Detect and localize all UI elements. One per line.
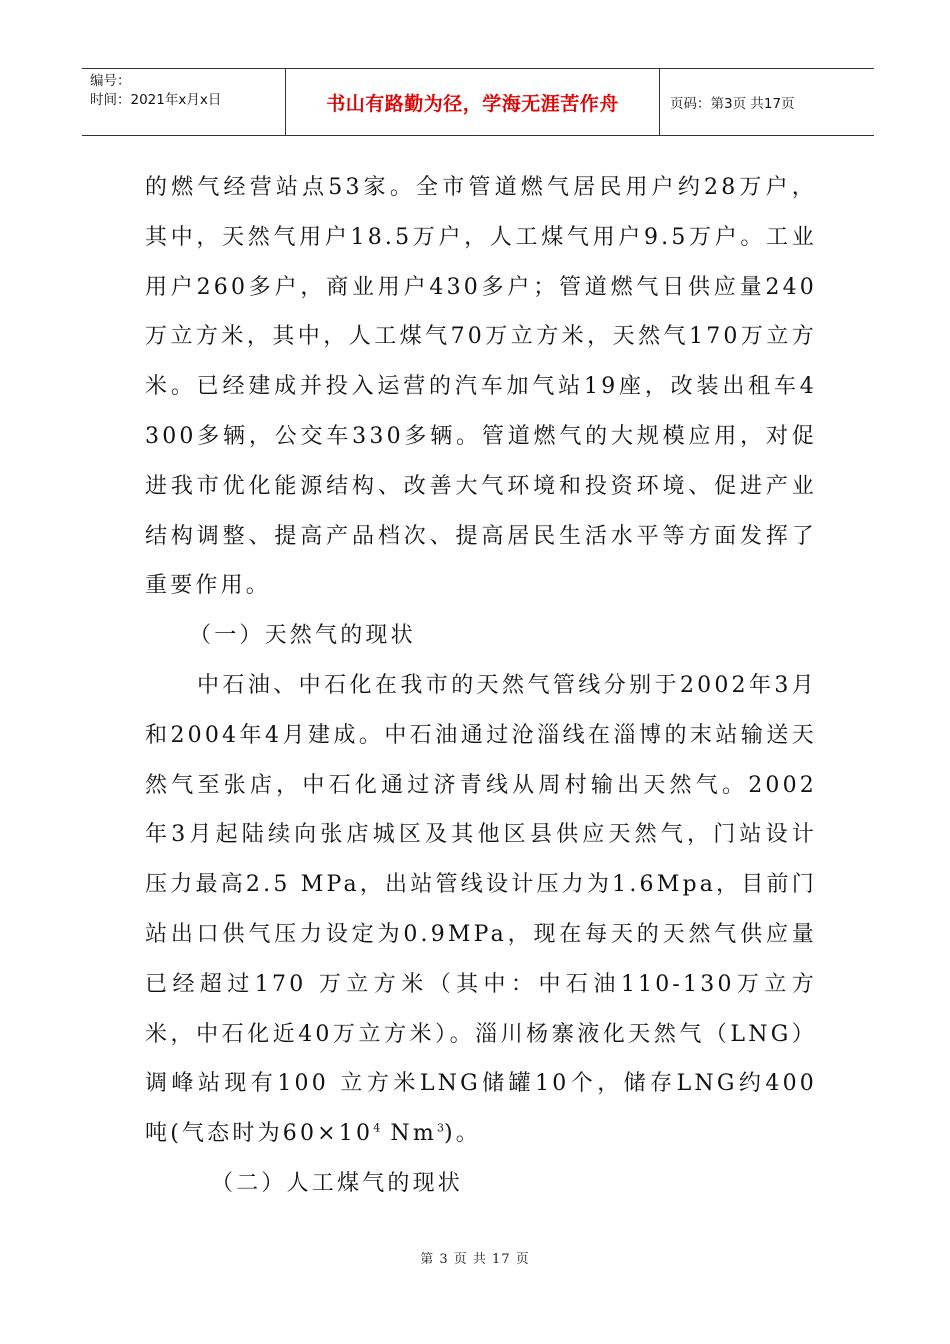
page-header	[82, 68, 874, 136]
paragraph-gas-stations: 的燃气经营站点53家。全市管道燃气居民用户约28万户，其中，天然气用户18.5万户，人工煤气用户9.5万户。工业用户260多户，商业用户430多户；管道燃气日供应量240万立方米，其中，人工煤气70万立方米，天然气170万立方米。已经建成并投入运营的汽车加气站19座，改装出租车4300多辆，公交车330多辆。管道燃气的大规模应用，对促进我市优化能源结构、改善大气环境和投资环境、促进产业结构调整、提高产品档次、提高居民生活水平等方面发挥了重要作用。	[145, 175, 817, 599]
page-footer: 第 3 页 共 17 页	[420, 1252, 530, 1267]
unit-text: Nm	[380, 1121, 437, 1147]
header-meta	[82, 69, 286, 135]
header-motto: 书山有路勤为径，学海无涯苦作舟	[286, 69, 660, 135]
paragraph-natural-gas-status	[145, 661, 817, 1159]
section-heading-coal-gas: （二）人工煤气的现状	[211, 1170, 464, 1196]
date-label: 时间：2021年x月x日	[90, 92, 222, 108]
paragraph-end-text: )。	[443, 1121, 481, 1147]
document-body	[145, 163, 817, 1209]
section-heading-natural-gas: （一）天然气的现状	[189, 623, 416, 649]
header-page-number: 页码：第3页 共17页	[670, 96, 795, 112]
paragraph-main-text: 中石油、中石化在我市的天然气管线分别于2002年3月和2004年4月建成。中石油通过沧淄线在淄博的末站输送天然气至张店，中石化通过济青线从周村输出天然气。2002年3月起陆续向张店城区及其他区县供应天然气，门站设计压力最高2.5 MPa，出站管线设计压力为1.6Mpa，目前门站出口供气压力设定为0.9MPa，现在每天的天然气供应量已经超过170 万立方米（其中：中石油110-130万立方米，中石化近40万立方米）。淄川杨寨液化天然气（LNG）调峰站现有100 立方米LNG储罐10个，储存LNG约400吨(气态时为60×10	[145, 672, 817, 1147]
superscript-unit: 3	[436, 1121, 444, 1135]
code-label: 编号：	[90, 73, 131, 89]
superscript-exponent: 4	[373, 1121, 381, 1135]
